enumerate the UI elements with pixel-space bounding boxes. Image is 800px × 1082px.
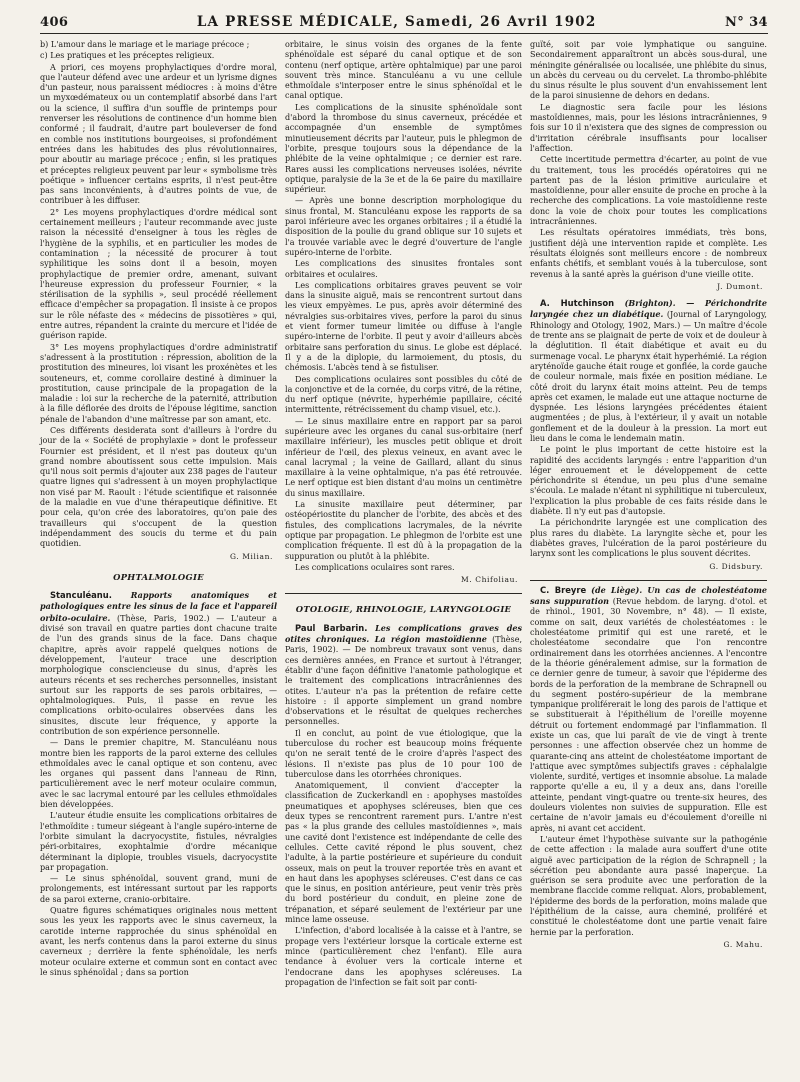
paragraph: Les complications de la sinusite sphénoïdale sont d'abord la thrombose du sinus caverneux, précédée et accompagnée d'un ensemble de symptômes minutieusement décrits par l'auteur, puis le phlegmon de l'orbite, presque toujours sous la dépendance de la phlébite de la veine ophtalmique ; ce dernier est rare. Rares aussi les complications nerveuses isolées, névrite optique, paralysie de la 3e et de la 6e paire du maxillaire supérieur. xyxy=(285,102,522,195)
issue-number: N° 34 xyxy=(725,15,768,30)
paragraph: Les complications orbitaires graves peuvent se voir dans la sinusite aiguë, mais se rencontrent surtout dans les vieux empyèmes. Le pus, après avoir déterminé des névralgies sus-orbitaires vives, perfore la paroi du sinus et vient former tumeur limitée ou diffuse à l'angle supéro-interne de l'orbite. Il peut y avoir d'ailleurs abcès orbitaire sans perforation du sinus. Le globe est déplacé. Il y a de la diplopie, du larmoiement, du ptosis, du chémosis. L'abcès tend à se fistuliser. xyxy=(285,280,522,373)
review-reference: (Thèse, Paris, 1902). — De nombreux travaux sont venus, dans ces dernières années, en France et surtout à l'étranger, établir d'une façon définitive l'anatomie pathologique et le traitement des complications intracrâniennes des otites. L'auteur n'a pas la prétention de refaire cette histoire : il apporte simplement un grand nombre d'observations et le résultat de quelques recherches personnelles. xyxy=(285,635,523,727)
section-heading: OPHTALMOLOGIE xyxy=(113,571,204,582)
column-2 xyxy=(285,40,522,989)
review-reference: (Journal of Laryngology, Rhinology and Otology, 1902, Mars.) — Un maître d'école de trente ans se plaignait de perte de voix et de douleur à la déglutition. Il était diabétique et avait eu du surmenage vocal. Le pharynx était hyperhémié. La région aryténoïde gauche était rouge et gonflée, la corde gauche de couleur normale, mais fixée en position médiane. Le côté droit du larynx était moins atteint. Peu de temps après cet examen, le malade eut une attaque nocturne de dyspnée. Les lésions laryngées précédentes étaient augmentées ; de plus, à l'extérieur, il y avait un notable gonflement et de la douleur à la pression. La mort eut lieu dans le coma le lendemain matin. xyxy=(530,310,767,443)
review-reference: (Thèse, Paris, 1902.) — L'auteur a divisé son travail en quatre parties dont chacune traite de l'un des grands sinus de la face. Dans chaque chapitre, après avoir rappelé quelques notions de développement, l'auteur trace une description morphologique consciencieuse du sinus, d'après les auteurs récents et ses recherches personnelles, insistant surtout sur les rapports de ses parois orbitaires, — ophtalmologiques. Puis, il passe en revue les complications orbito-oculaires observées dans les sinusites, discute leur fréquence, y apporte la contribution de son expérience personnelle. xyxy=(40,613,278,736)
review-lead xyxy=(285,623,522,728)
review-work-title: (de Liège). Un cas de cholestéatome sans suppuration xyxy=(530,584,767,607)
review-author: A. Hutchinson xyxy=(540,298,615,309)
section-heading: OTOLOGIE, RHINOLOGIE, LARYNGOLOGIE xyxy=(295,604,512,615)
reviewer-signature: G. Didsbury. xyxy=(709,561,763,571)
journal-page xyxy=(40,14,768,989)
column-1 xyxy=(40,40,277,989)
review-lead xyxy=(530,298,767,444)
paragraph: — Dans le premier chapitre, M. Stanculéanu nous montre bien les rapports de la paroi externe des cellules ethmoïdales avec le canal optique et son contenu, avec les organes qui passent dans l'anneau de Rinn, particulièrement avec le nerf moteur oculaire commun, avec le sac lacrymal entouré par les cellules ethmoïdales bien développées. xyxy=(40,738,277,810)
paragraph: L'auteur étudie ensuite les complications orbitaires de l'ethmoïdite : tumeur siégeant à l'angle supéro-interne de l'orbite simulant la dacryocystite, fistules, névralgies péri-orbitaires, exophtalmie d'ordre mécanique déterminant la diplopie, troubles visuels, dacryocystite par propagation. xyxy=(40,811,277,872)
paragraph: Anatomiquement, il convient d'accepter la classification de Zuckerkandl en : apophyses mastoïdes pneumatiques et apophyses scléreuses, bien que ces deux types se rencontrent rarement purs. L'antre n'est pas « la plus grande des cellules mastoïdiennes », mais une cavité dont l'existence est indépendante de celle des cellules. Cette cavité répond le plus souvent, chez l'adulte, à la partie postérieure et supérieure du conduit osseux, mais on peut la trouver reportée très en avant et en haut dans les apophyses scléreuses. C'est dans ce cas que le sinus, en position antérieure, peut venir très près du bord postérieur du conduit, en pleine zone de trépanation, et séparé seulement de l'extérieur par une mince lame osseuse. xyxy=(285,781,522,925)
paragraph: Le diagnostic sera facile pour les lésions mastoïdiennes, mais, pour les lésions intracrâniennes, 9 fois sur 10 il n'existera que des signes de compression ou d'irritation cérébrale insuffisants pour localiser l'affection. xyxy=(530,102,767,153)
paragraph: orbitaire, le sinus voisin des organes de la fente sphénoïdale est séparé du canal optique et de son contenu (nerf optique, artère ophtalmique) par une paroi souvent très mince. Stanculéanu a vu une cellule ethmoïdale s'interposer entre le sinus sphénoïdal et le canal optique. xyxy=(285,40,522,101)
paragraph: L'auteur émet l'hypothèse suivante sur la pathogénie de cette affection : la malade aura souffert d'une otite aiguë avec participation de la région de Schrapnell ; la sécrétion peu abondante aura passé inaperçue. La guérison se sera produite avec une perforation de la membrane flaccide comme reliquat. Alors, probablement, l'épiderme des bords de la perforation, moins malade que l'épithélium de la caisse, aura cheminé, proliféré et constitué le cholestéatome dont une partie venait faire hernie par la perforation. xyxy=(530,834,767,937)
paragraph: c) Les pratiques et les préceptes religieux. xyxy=(40,51,215,61)
section-divider xyxy=(530,580,767,581)
column-3 xyxy=(530,40,767,989)
paragraph: Cette incertitude permettra d'écarter, au point de vue du traitement, tous les procédés opératoires qui ne partent pas de la lésion primitive auriculaire et mastoïdienne, pour aller ensuite de proche en proche à la recherche des complications. La voie mastoïdienne reste donc la voie de choix pour toutes les complications intracrâniennes. xyxy=(530,155,767,227)
paragraph: La périchondrite laryngée est une complication des plus rares du diabète. La laryngite sèche et, pour les diabètes graves, l'ulcération de la paroi postérieure du larynx sont les complications le plus souvent décrites. xyxy=(530,518,767,559)
paragraph: L'infection, d'abord localisée à la caisse et à l'antre, se propage vers l'extérieur lorsque la corticale externe est mince (particulièrement chez l'enfant). Elle aura tendance à évoluer vers la corticale interne et l'endocrane dans les apophyses scléreuses. La propagation de l'infection se fait soit par conti- xyxy=(285,926,522,987)
reviewer-signature: G. Milian. xyxy=(229,551,273,561)
paragraph: guïté, soit par voie lymphatique ou sanguine. Secondairement apparaîtront un abcès sous-dural, une méningite généralisée ou localisée, une phlébite du sinus, un abcès du cerveau ou du cervelet. La thrombo-phlébite du sinus résulte le plus souvent d'un envahissement lent de la paroi sinusienne de dehors en dedans. xyxy=(530,40,767,101)
reviewer-signature: G. Mahu. xyxy=(723,939,763,949)
paragraph: Ces différents desiderata sont d'ailleurs à l'ordre du jour de la « Société de prophylaxie » dont le professeur Fournier est président, et il n'est pas douteux qu'un grand nombre aboutissent sous cette impulsion. Mais qu'il nous soit permis d'ajouter aux 238 pages de l'auteur quatre lignes qui s'adressent à un moyen prophylactique non visé par M. Raoult : l'étude scientifique et raisonnée de la maladie en vue d'une thérapeutique définitive. Et pour cela, qu'on crée des laboratoires, qu'on paie des travailleurs qui s'occupent de la question indépendamment des soucis du terme et du pain quotidien. xyxy=(40,425,277,549)
paragraph: A priori, ces moyens prophylactiques d'ordre moral, que l'auteur défend avec une ardeur et un lyrisme dignes d'un pasteur, nous paraissent médiocres : à moins d'être un myxœdémateux ou un contemplatif absorbé dans l'art ou la science, il suffira d'un souffle de printemps pour renverser les résolutions de continence d'un homme bien conformé ; il faudrait, d'autre part bouleverser de fond en comble nos institutions bourgeoises, si profondément entrées dans les habitudes des plus révolutionnaires, pour aboutir au mariage précoce ; enfin, si les pratiques et préceptes religieux peuvent par leur « symbolisme très poétique » influencer certains esprits, il n'est peut-être pas sans inconvénients, à d'autres points de vue, de contribuer à les diffuser. xyxy=(40,62,277,206)
review-author: Stanculéanu. xyxy=(50,590,112,601)
reviewer-signature: J. Dumont. xyxy=(717,281,763,291)
text-columns xyxy=(40,40,768,989)
paragraph: Quatre figures schématiques originales nous mettent sous les yeux les rapports avec le sinus caverneux, la carotide interne rapprochée du sinus sphénoïdal en avant, les nerfs contenus dans la paroi externe du sinus caverneux ; derrière la fente sphénoïdale, les nerfs moteur oculaire externe et commun sont en contact avec le sinus sphénoïdal ; dans sa portion xyxy=(40,906,277,977)
review-work-title: Rapports anatomiques et pathologiques entre les sinus de la face et l'appareil orbito-oculaire. xyxy=(40,590,277,623)
paragraph: Des complications oculaires sont possibles du côté de la conjonctive et de la cornée, du corps vitré, de la rétine, du nerf optique (névrite, hyperhémie papillaire, cécité intermittente, rétrécissement du champ visuel, etc.). xyxy=(285,374,522,415)
review-reference: (Revue hebdom. de laryng. d'otol. et de rhinol., 1901, 30 Novembre, n° 48). — Il existe, comme on sait, deux variétés de cholestéatomes : le cholestéatome primitif qui est une rareté, et le cholestéatome secondaire que l'on rencontre ordinairement dans les otorrhées anciennes. A l'encontre de la théorie généralement admise, sur la formation de ce dernier genre de tumeur, à savoir que l'épiderme des bords de la perforation de la membrane de Schrapnell ou du segment postéro-supérieur de la membrane tympanique proliférerait le long des parois de l'attique et se substituerait à l'épithélium de l'oreille moyenne détruit ou fortement endommagé par l'inflammation. Il existe un cas, que lui paraît de vie de vingt à trente personnes : une affection observée chez un homme de quarante-cinq ans atteint de cholestéatome important de l'attique avec symptômes subjectifs graves : céphalalgie violente, surdité, vertiges et insomnie absolue. La malade rapporte qu'elle a eu, il y a deux ans, dans l'oreille atteinte, pendant vingt-quatre ou trente-six heures, des douleurs violentes non suivies de suppuration. Elle est certaine de n'avoir jamais eu d'écoulement d'oreille ni après, ni avant cet accident. xyxy=(530,597,767,833)
page-number: 406 xyxy=(40,15,69,30)
review-author: Paul Barbarin. xyxy=(295,622,368,633)
paragraph: — Le sinus maxillaire entre en rapport par sa paroi supérieure avec les organes du canal sus-orbitaire (nerf maxillaire inférieur), les muscles petit oblique et droit inférieur de l'œil, des plexus veineux, en avant avec le canal lacrymal ; la veine de Gaillard, allant du sinus maxillaire à la veine ophtalmique, n'a pas été retrouvée. Le nerf optique est bien distant d'au moins un centimètre du sinus maxillaire. xyxy=(285,416,522,498)
running-header xyxy=(40,14,768,34)
section-divider xyxy=(285,593,522,594)
review-work-title: (Brighton). — Périchondrite laryngée chez un diabétique. xyxy=(530,298,767,320)
paragraph: 3° Les moyens prophylactiques d'ordre administratif s'adressent à la prostitution : répression, abolition de la prostitution des mineures, loi visant les proxénètes et les souteneurs, et, comme corollaire destiné à diminuer la prostitution, cause principale de la propagation de la maladie : loi sur la recherche de la paternité, attribution à la fille déflorée des droits de l'épouse légitime, sanction pénale de l'abandon d'une maîtresse par son amant, etc. xyxy=(40,342,277,424)
reviewer-signature: M. Chifoliau. xyxy=(461,575,518,585)
journal-title: LA PRESSE MÉDICALE, Samedi, 26 Avril 1902 xyxy=(196,14,597,30)
review-work-title: Les complications graves des otites chroniques. La région mastoïdienne xyxy=(285,622,522,645)
review-lead xyxy=(40,590,277,737)
paragraph: Les résultats opératoires immédiats, très bons, justifient déjà une intervention rapide et complète. Les résultats éloignés sont meilleurs encore : de nombreux enfants chétifs, et semblant voués à la tuberculose, sont revenus à la santé après la guérison d'une vieille otite. xyxy=(530,228,767,279)
review-lead xyxy=(530,585,767,834)
paragraph: — Après une bonne description morphologique du sinus frontal, M. Stanculéanu expose les rapports de sa paroi inférieure avec les organes orbitaires ; il a étudié la disposition de la poulie du grand oblique sur 10 sujets et l'a trouvée variable avec le degré d'ouverture de l'angle supéro-interne de l'orbite. xyxy=(285,196,522,257)
paragraph: Le point le plus important de cette histoire est la rapidité des accidents laryngés : entre l'apparition d'un léger enrouement et le développement de cette périchondrite si étendue, un peu plus d'une semaine s'écoula. Le malade n'étant ni syphilitique ni tuberculeux, l'explication la plus probable de ces faits réside dans le diabète. Il n'y eut pas d'autopsie. xyxy=(530,445,767,517)
paragraph: La sinusite maxillaire peut déterminer, par ostéopériostite du plancher de l'orbite, des abcès et des fistules, des complications lacrymales, de la névrite optique par propagation. Le phlegmon de l'orbite est une complication fréquente. Il est dû à la propagation de la suppuration ou plutôt à la phlébite. xyxy=(285,500,522,561)
paragraph: — Le sinus sphénoïdal, souvent grand, muni de prolongements, est intéressant surtout par les rapports de sa paroi externe, cranio-orbitaire. xyxy=(40,874,277,904)
paragraph: Il en conclut, au point de vue étiologique, que la tuberculose du rocher est beaucoup moins fréquente qu'on ne serait tenté de le croire d'après l'aspect des lésions. Il n'existe pas plus de 10 pour 100 de tuberculose dans les otorrhées chroniques. xyxy=(285,728,522,779)
paragraph: Les complications des sinusites frontales sont orbitaires et oculaires. xyxy=(285,259,522,279)
paragraph: b) L'amour dans le mariage et le mariage précoce ; xyxy=(40,40,250,49)
paragraph: Les complications oculaires sont rares. xyxy=(295,562,455,572)
review-author: C. Breyre xyxy=(540,584,587,595)
paragraph: 2° Les moyens prophylactiques d'ordre médical sont certainement meilleurs ; l'auteur recommande avec juste raison la nécessité d'enseigner à tous les règles de l'hygiène de la syphilis, et en particulier les modes de contamination ; la nécessité de procurer à tout syphilitique les soins dont il a besoin, moyen prophylactique de premier ordre, amenant, suivant l'heureuse expression du professeur Fournier, « la stérilisation de la syphilis », seul procédé réellement efficace d'empêcher sa propagation. Il insiste à ce propos sur le rôle néfaste des « médecins de pissotières » qui, entre autres, répandent la crainte du mercure et l'idée de guérison rapide. xyxy=(40,207,277,341)
